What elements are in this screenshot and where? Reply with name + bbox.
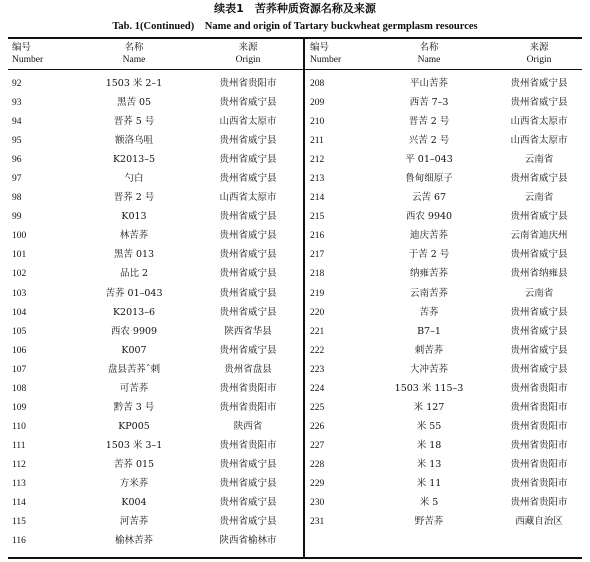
cell-number: 219 <box>310 288 325 299</box>
table-row <box>8 476 302 495</box>
cell-origin: 贵州省贵阳市 <box>510 382 568 394</box>
cell-name: 纳雍苦荞 <box>409 268 448 280</box>
cell-number: 231 <box>310 517 325 528</box>
cell-name: 云苦 67 <box>411 192 447 204</box>
table-row <box>8 514 302 533</box>
header-origin-en: Origin <box>235 55 261 65</box>
table-row <box>306 362 582 381</box>
cell-number: 107 <box>12 364 27 375</box>
table-row <box>8 171 302 190</box>
table-row <box>8 533 302 552</box>
cell-number: 228 <box>310 459 325 470</box>
cell-name: K013 <box>121 211 147 223</box>
cell-origin: 贵州省威宁县 <box>219 306 277 318</box>
cell-number: 215 <box>310 212 325 223</box>
cell-origin: 云南省迪庆州 <box>510 230 568 242</box>
table-row <box>306 190 582 209</box>
header-name <box>94 41 174 69</box>
header-name-cn: 名称 <box>419 42 439 53</box>
table-row <box>306 476 582 495</box>
cell-name: B7–1 <box>417 325 441 337</box>
cell-name: 黑苦 013 <box>113 249 155 261</box>
header-name-right <box>384 41 474 69</box>
header-origin <box>208 41 288 69</box>
cell-name: 林苦荞 <box>119 230 149 242</box>
cell-name: 米 5 <box>419 497 439 509</box>
table-row <box>306 209 582 228</box>
table-row <box>8 209 302 228</box>
table-row <box>306 171 582 190</box>
cell-name: 1503 米 115–3 <box>394 382 464 394</box>
cell-name: 勺白 <box>124 173 144 185</box>
cell-origin: 贵州省威宁县 <box>510 78 568 89</box>
cell-name: 晋荞 2 号 <box>113 192 155 204</box>
table-row <box>306 381 582 400</box>
cell-origin: 贵州省威宁县 <box>219 230 277 242</box>
cell-number: 208 <box>310 79 325 89</box>
cell-name: 黔苦 3 号 <box>113 401 155 413</box>
table-row <box>8 95 302 114</box>
cell-origin: 贵州省贵阳市 <box>219 439 277 451</box>
cell-name: KP005 <box>118 420 150 432</box>
cell-number: 220 <box>310 307 325 318</box>
table-row <box>8 286 302 305</box>
cell-name: 鲁甸细原子 <box>405 173 453 185</box>
cell-name: 米 18 <box>416 439 442 451</box>
cell-number: 96 <box>12 155 22 166</box>
cell-number: 99 <box>12 212 22 223</box>
cell-number: 94 <box>12 117 22 128</box>
cell-number: 214 <box>310 193 325 204</box>
cell-origin: 贵州省威宁县 <box>219 477 277 489</box>
cell-name: 于苦 2 号 <box>408 249 450 261</box>
cell-origin: 贵州省威宁县 <box>510 97 568 109</box>
cell-number: 227 <box>310 440 325 451</box>
header-origin-right <box>496 41 582 69</box>
table-row <box>8 76 302 95</box>
header-number <box>12 41 43 69</box>
cell-origin: 贵州省贵阳市 <box>510 401 568 413</box>
cell-origin: 贵州省威宁县 <box>219 249 277 261</box>
cell-name: 晋荞 5 号 <box>113 116 155 128</box>
cell-name: 苦荞 015 <box>113 458 155 470</box>
cell-name: 西农 9909 <box>110 325 158 337</box>
cell-origin: 贵州省贵阳市 <box>219 401 277 413</box>
cell-name: K2013–5 <box>112 154 156 166</box>
cell-number: 106 <box>12 345 27 356</box>
cell-origin: 贵州省贵阳市 <box>219 382 277 394</box>
header-number-right <box>310 41 341 69</box>
cell-name: 米 127 <box>413 401 445 413</box>
cell-number: 95 <box>12 136 22 147</box>
header-number-en: Number <box>12 55 44 65</box>
table-caption-english: Tab. 1(Continued) Name and origin of Tartary buckwheat germplasm resources <box>112 21 478 32</box>
table-left-half <box>8 38 302 557</box>
cell-origin: 贵州省威宁县 <box>510 211 568 223</box>
cell-origin: 西藏自治区 <box>515 516 563 528</box>
header-origin-cn: 来源 <box>529 42 549 53</box>
table-row <box>8 133 302 152</box>
cell-origin: 贵州省威宁县 <box>510 249 568 261</box>
cell-number: 101 <box>12 250 27 261</box>
cell-origin: 云南省 <box>524 154 554 166</box>
table-row <box>306 228 582 247</box>
cell-origin: 云南省 <box>524 287 554 299</box>
cell-number: 221 <box>310 326 325 337</box>
cell-origin: 贵州省威宁县 <box>219 173 277 185</box>
table-row <box>8 324 302 343</box>
cell-name: 1503 米 3–1 <box>105 439 163 451</box>
cell-name: 平山苦荞 <box>409 78 448 89</box>
cell-number: 114 <box>12 498 26 509</box>
table-row <box>8 457 302 476</box>
table-row <box>8 495 302 514</box>
cell-origin: 贵州省贵阳市 <box>510 497 568 509</box>
cell-number: 112 <box>12 459 26 470</box>
cell-origin: 贵州省贵阳市 <box>510 420 568 432</box>
table-bottom-rule <box>8 557 582 559</box>
cell-origin: 贵州省纳雍县 <box>510 268 568 280</box>
cell-number: 105 <box>12 326 27 337</box>
cell-origin: 贵州省威宁县 <box>510 325 568 337</box>
cell-origin: 贵州省威宁县 <box>219 211 277 223</box>
table-row <box>306 419 582 438</box>
cell-name: 盘县苦荞ˆ刺 <box>107 363 161 375</box>
cell-name: 方米荞 <box>119 477 149 489</box>
table-row <box>8 305 302 324</box>
cell-number: 222 <box>310 345 325 356</box>
cell-origin: 贵州省威宁县 <box>219 497 277 509</box>
cell-number: 210 <box>310 117 325 128</box>
table-row <box>8 400 302 419</box>
cell-origin: 贵州省盘县 <box>224 363 272 375</box>
cell-name: 西苦 7–3 <box>409 97 449 109</box>
cell-origin: 陕西省榆林市 <box>219 535 277 547</box>
header-number-cn: 编号 <box>12 42 32 53</box>
table-row <box>306 457 582 476</box>
cell-number: 223 <box>310 364 325 375</box>
table-row <box>306 438 582 457</box>
cell-number: 226 <box>310 421 325 432</box>
cell-number: 225 <box>310 402 325 413</box>
table-row <box>306 514 582 533</box>
cell-name: K004 <box>121 497 147 509</box>
left-rows <box>8 76 302 552</box>
cell-number: 230 <box>310 498 325 509</box>
cell-origin: 贵州省威宁县 <box>510 173 568 185</box>
cell-name: 米 13 <box>416 458 442 470</box>
cell-name: 额洛乌咀 <box>114 135 153 147</box>
table-row <box>306 266 582 285</box>
cell-number: 103 <box>12 288 27 299</box>
cell-number: 110 <box>12 421 26 432</box>
cell-origin: 山西省太原市 <box>219 192 277 204</box>
cell-origin: 贵州省贵阳市 <box>219 78 277 89</box>
cell-origin: 贵州省威宁县 <box>219 287 277 299</box>
table-row <box>306 495 582 514</box>
table-row <box>8 228 302 247</box>
cell-number: 216 <box>310 231 325 242</box>
cell-name: 迪庆苦荞 <box>409 230 448 242</box>
cell-number: 217 <box>310 250 325 261</box>
cell-origin: 云南省 <box>524 192 554 204</box>
cell-origin: 贵州省威宁县 <box>219 268 277 280</box>
cell-name: 西农 9940 <box>405 211 453 223</box>
table-row <box>306 133 582 152</box>
cell-origin: 贵州省威宁县 <box>219 135 277 147</box>
table-row <box>8 438 302 457</box>
header-origin-en: Origin <box>526 55 552 65</box>
table-row <box>306 343 582 362</box>
header-name-cn: 名称 <box>124 42 144 53</box>
cell-name: 1503 米 2–1 <box>105 78 163 89</box>
cell-origin: 山西省太原市 <box>219 116 277 128</box>
table-right-half <box>306 38 582 557</box>
cell-number: 113 <box>12 478 26 489</box>
cell-name: 大冲苦荞 <box>409 363 448 375</box>
cell-name: K007 <box>121 344 147 356</box>
cell-origin: 山西省太原市 <box>510 116 568 128</box>
cell-number: 224 <box>310 383 325 394</box>
cell-number: 209 <box>310 98 325 109</box>
header-name-en: Name <box>417 55 441 65</box>
cell-name: 苦荞 01–043 <box>105 287 163 299</box>
cell-name: 云南苦荞 <box>409 287 448 299</box>
table-column-separator <box>303 38 305 557</box>
header-name-en: Name <box>122 55 146 65</box>
header-number-en: Number <box>310 55 342 65</box>
table-row <box>8 247 302 266</box>
cell-name: 苦荞 <box>419 306 439 318</box>
table-row <box>306 247 582 266</box>
cell-number: 212 <box>310 155 325 166</box>
table-row <box>8 343 302 362</box>
cell-name: 榆林苦荞 <box>114 535 153 547</box>
table-row <box>8 152 302 171</box>
cell-origin: 贵州省威宁县 <box>510 306 568 318</box>
cell-number: 109 <box>12 402 27 413</box>
cell-name: 米 11 <box>416 477 442 489</box>
cell-number: 213 <box>310 174 325 185</box>
cell-origin: 贵州省贵阳市 <box>510 477 568 489</box>
cell-name: 平 01–043 <box>405 154 453 166</box>
table-row <box>306 76 582 95</box>
cell-number: 100 <box>12 231 27 242</box>
table-row <box>306 95 582 114</box>
cell-origin: 贵州省威宁县 <box>219 516 277 528</box>
cell-name: 刺苦荞 <box>414 344 444 356</box>
cell-origin: 贵州省威宁县 <box>510 363 568 375</box>
cell-number: 116 <box>12 536 26 547</box>
cell-number: 108 <box>12 383 27 394</box>
cell-origin: 山西省太原市 <box>510 135 568 147</box>
cell-origin: 贵州省威宁县 <box>219 344 277 356</box>
table-row <box>306 114 582 133</box>
table-caption-chinese: 续表1 苦荞种质资源名称及来源 <box>214 2 376 15</box>
cell-name: K2013–6 <box>112 306 156 318</box>
table-row <box>306 305 582 324</box>
cell-number: 218 <box>310 269 325 280</box>
header-origin-cn: 来源 <box>238 42 258 53</box>
cell-origin: 贵州省贵阳市 <box>510 458 568 470</box>
table-row <box>306 400 582 419</box>
cell-origin: 贵州省威宁县 <box>219 97 277 109</box>
cell-number: 98 <box>12 193 22 204</box>
cell-origin: 贵州省威宁县 <box>510 344 568 356</box>
cell-origin: 陕西省 <box>233 420 263 432</box>
cell-name: 野苦荞 <box>414 516 444 528</box>
table-row <box>8 266 302 285</box>
cell-number: 102 <box>12 269 27 280</box>
cell-name: 河苦荞 <box>119 516 149 528</box>
table-row <box>8 381 302 400</box>
cell-origin: 贵州省贵阳市 <box>510 439 568 451</box>
cell-name: 可苦荞 <box>119 382 149 394</box>
cell-name: 晋苦 2 号 <box>408 116 450 128</box>
cell-number: 211 <box>310 136 324 147</box>
cell-number: 92 <box>12 79 22 89</box>
cell-number: 93 <box>12 98 22 109</box>
cell-name: 米 55 <box>416 420 442 432</box>
cell-origin: 贵州省威宁县 <box>219 154 277 166</box>
table-row <box>8 114 302 133</box>
cell-origin: 贵州省威宁县 <box>219 458 277 470</box>
cell-name: 品比 2 <box>119 268 149 280</box>
cell-number: 97 <box>12 174 22 185</box>
table-row <box>306 286 582 305</box>
cell-name: 兴苦 2 号 <box>408 135 450 147</box>
table-row <box>8 419 302 438</box>
cell-number: 229 <box>310 478 325 489</box>
right-rows <box>306 76 582 533</box>
cell-origin: 陕西省华县 <box>224 325 272 337</box>
table-row <box>8 362 302 381</box>
table-row <box>306 152 582 171</box>
cell-number: 115 <box>12 517 26 528</box>
cell-number: 111 <box>12 440 26 451</box>
table-row <box>306 324 582 343</box>
cell-number: 104 <box>12 307 27 318</box>
header-number-cn: 编号 <box>310 42 330 53</box>
table-row <box>8 190 302 209</box>
cell-name: 黑苦 05 <box>116 97 152 109</box>
